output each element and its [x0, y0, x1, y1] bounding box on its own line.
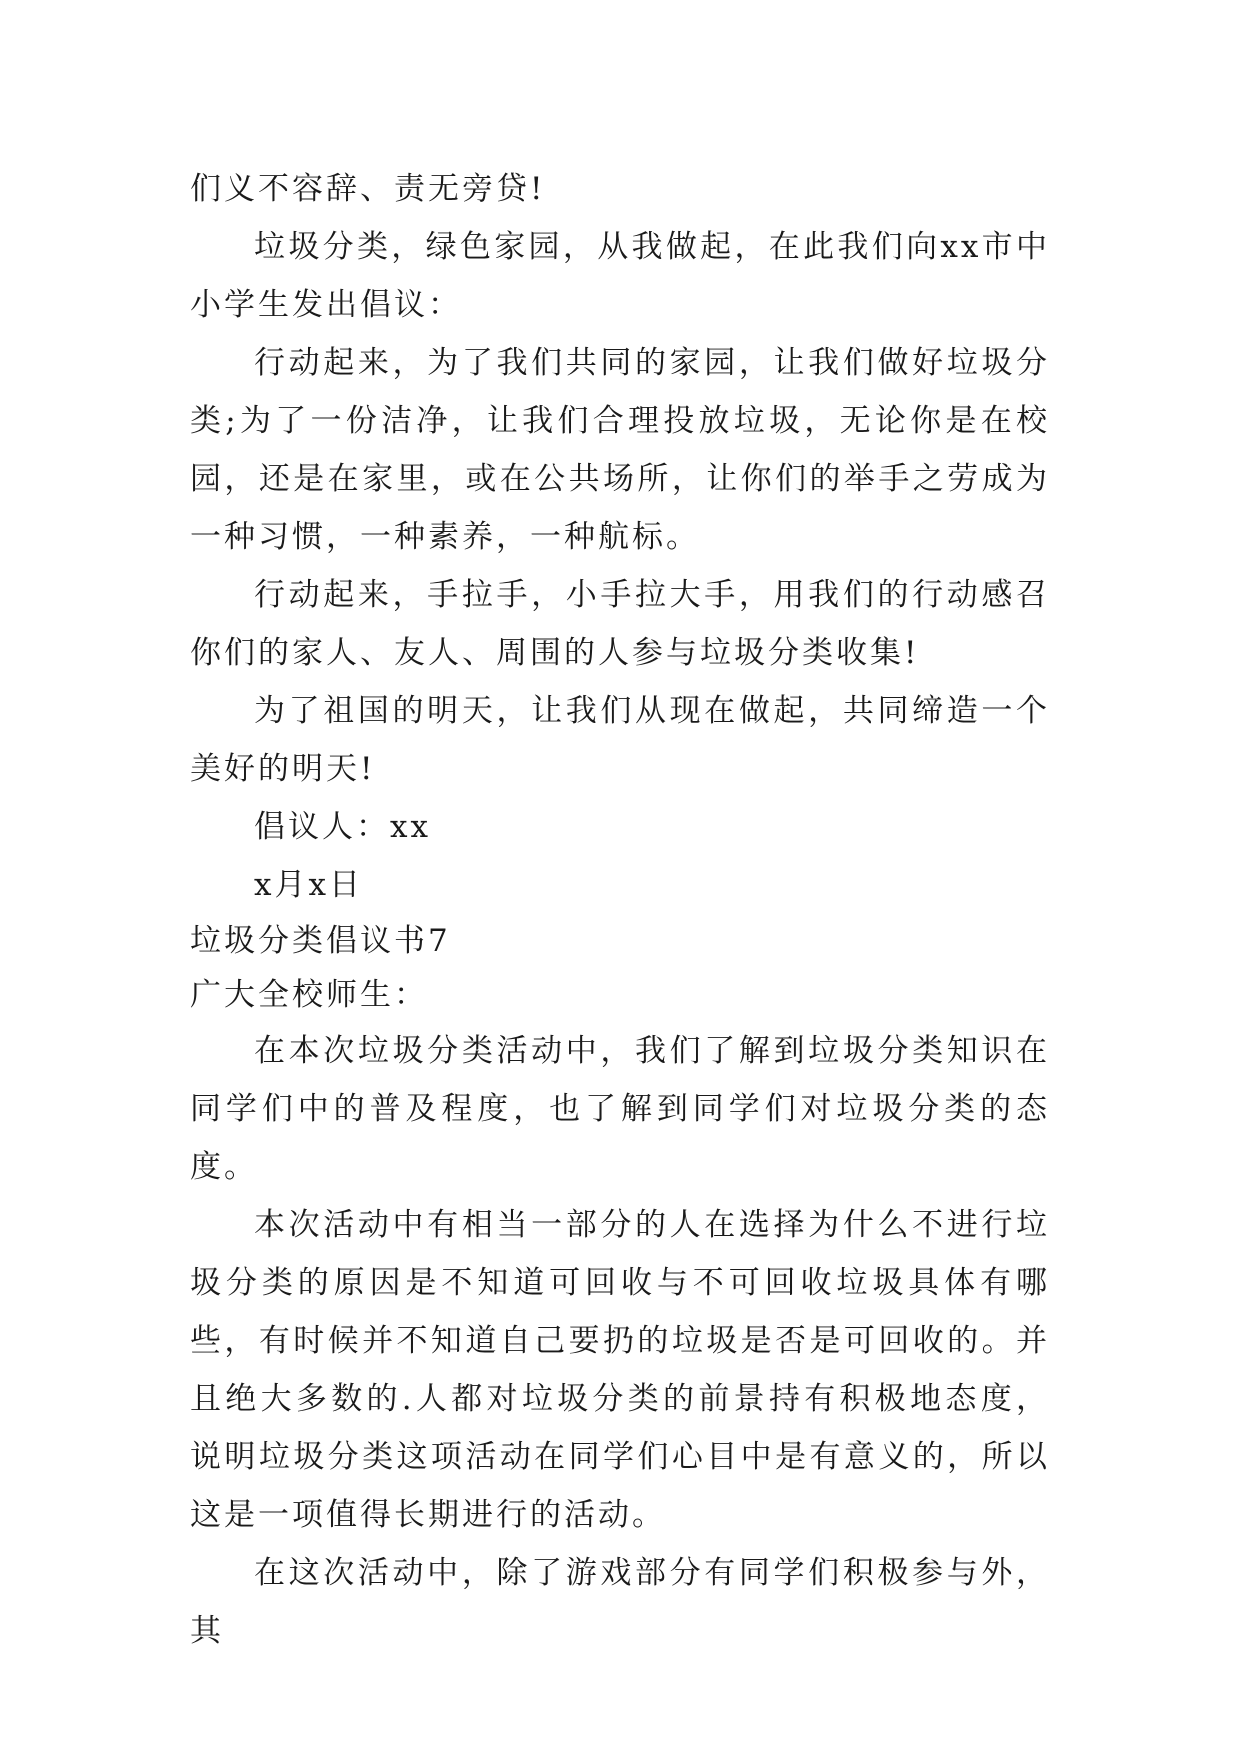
paragraph: 们义不容辞、责无旁贷! — [190, 171, 546, 207]
paragraph: 在这次活动中，除了游戏部分有同学们积极参与外，其 — [190, 1555, 1050, 1649]
paragraph: 在本次垃圾分类活动中，我们了解到垃圾分类知识在同学们中的普及程度，也了解到同学们对垃圾分类的态度。 — [190, 1033, 1050, 1185]
paragraph: 垃圾分类，绿色家园，从我做起，在此我们向xx市中小学生发出倡议： — [190, 229, 1050, 323]
paragraph: 本次活动中有相当一部分的人在选择为什么不进行垃圾分类的原因是不知道可回收与不可回收垃圾具体有哪些，有时候并不知道自己要扔的垃圾是否是可回收的。并且绝大多数的.人都对垃圾分类的前景持有积极地态度，说明垃圾分类这项活动在同学们心目中是有意义的，所以这是一项值得长期进行的活动。 — [190, 1207, 1050, 1533]
salutation: 广大全校师生： — [190, 977, 428, 1013]
document-body — [190, 160, 1050, 1660]
section-title: 垃圾分类倡议书7 — [190, 923, 451, 959]
paragraph: 行动起来，为了我们共同的家园，让我们做好垃圾分类;为了一份洁净，让我们合理投放垃圾，无论你是在校园，还是在家里，或在公共场所，让你们的举手之劳成为一种习惯，一种素养，一种航标。 — [190, 345, 1050, 555]
signature-line: 倡议人：xx — [254, 809, 431, 845]
paragraph: 行动起来，手拉手，小手拉大手，用我们的行动感召你们的家人、友人、周围的人参与垃圾分类收集! — [190, 577, 1050, 671]
paragraph: 为了祖国的明天，让我们从现在做起，共同缔造一个美好的明天! — [190, 693, 1050, 787]
date-line: x月x日 — [254, 867, 363, 903]
